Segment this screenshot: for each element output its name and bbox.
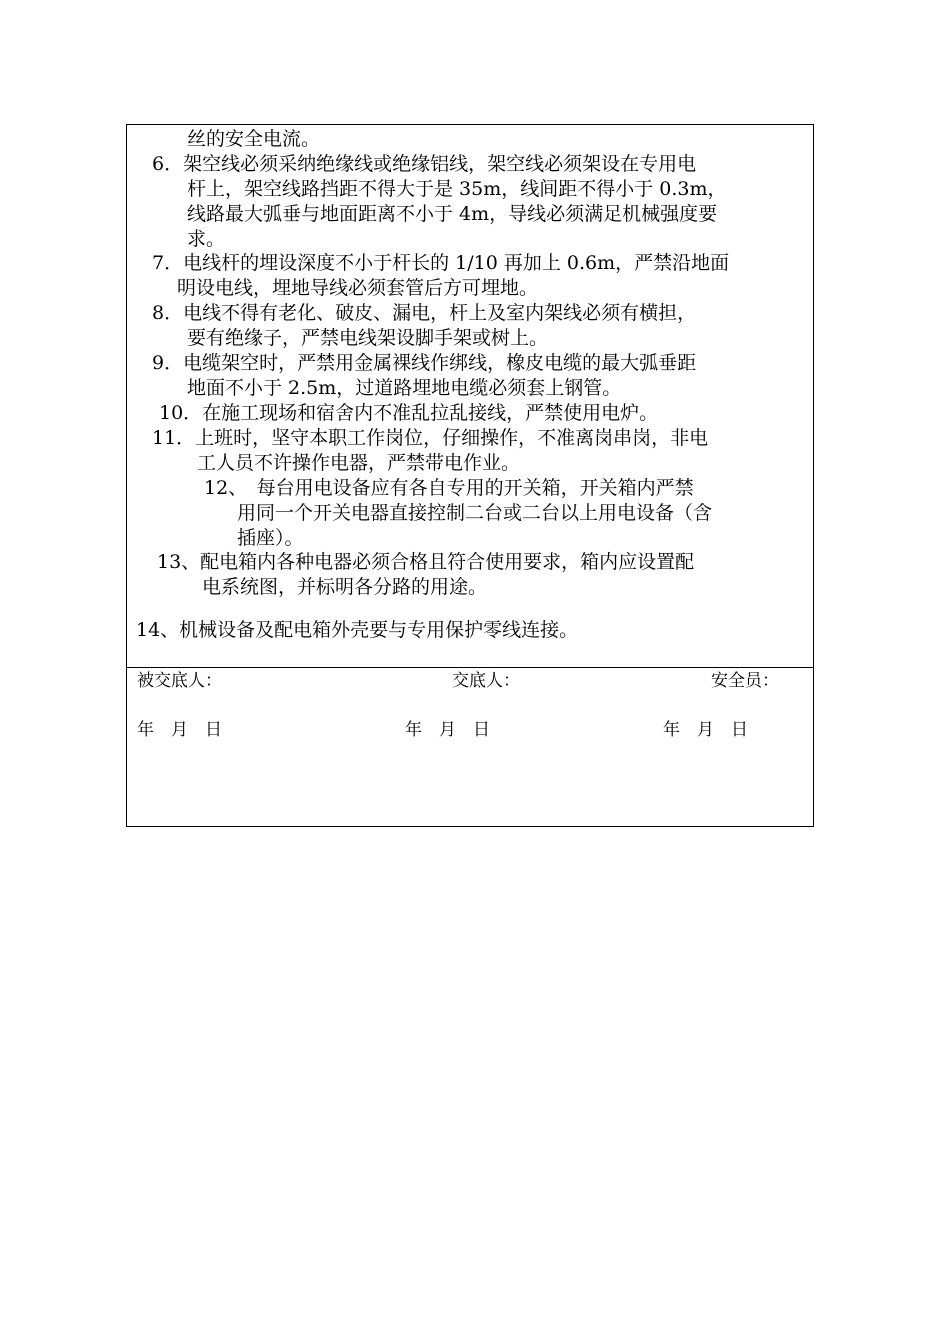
content-line: 杆上，架空线路挡距不得大于是 35m，线间距不得小于 0.3m， bbox=[187, 178, 727, 200]
section-divider bbox=[127, 667, 813, 668]
safety-officer-date: 年 月 日 bbox=[663, 720, 748, 740]
safety-officer-label: 安全员： bbox=[711, 671, 779, 691]
recipient-label: 被交底人： bbox=[137, 671, 222, 691]
document-table bbox=[126, 124, 814, 827]
content-line: 12、 每台用电设备应有各自专用的开关箱，开关箱内严禁 bbox=[204, 477, 694, 499]
content-line: 用同一个开关电器直接控制二台或二台以上用电设备（含 bbox=[237, 502, 713, 524]
content-line: 7．电线杆的埋设深度不小于杆长的 1/10 再加上 0.6m，严禁沿地面 bbox=[152, 252, 730, 274]
content-line: 插座）。 bbox=[237, 527, 304, 549]
content-line: 要有绝缘子，严禁电线架设脚手架或树上。 bbox=[187, 327, 549, 349]
presenter-label: 交底人： bbox=[452, 671, 520, 691]
presenter-date: 年 月 日 bbox=[405, 720, 490, 740]
content-line: 地面不小于 2.5m，过道路埋地电缆必须套上钢管。 bbox=[187, 377, 622, 399]
content-line: 6．架空线必须采纳绝缘线或绝缘铝线，架空线必须架设在专用电 bbox=[152, 153, 697, 175]
content-line: 14、机械设备及配电箱外壳要与专用保护零线连接。 bbox=[136, 619, 579, 641]
content-line: 11．上班时，坚守本职工作岗位，仔细操作，不准离岗串岗，非电 bbox=[152, 427, 709, 449]
content-line: 电系统图，并标明各分路的用途。 bbox=[202, 576, 488, 598]
content-line: 8．电线不得有老化、破皮、漏电，杆上及室内架线必须有横担， bbox=[152, 302, 697, 324]
content-line: 丝的安全电流。 bbox=[187, 128, 321, 150]
recipient-date: 年 月 日 bbox=[137, 720, 222, 740]
content-line: 工人员不许操作电器，严禁带电作业。 bbox=[197, 452, 521, 474]
content-line: 求。 bbox=[187, 228, 226, 250]
content-line: 10．在施工现场和宿舍内不准乱拉乱接线，严禁使用电炉。 bbox=[159, 402, 659, 424]
content-line: 13、配电箱内各种电器必须合格且符合使用要求，箱内应设置配 bbox=[157, 551, 695, 573]
content-line: 明设电线，埋地导线必须套管后方可埋地。 bbox=[177, 277, 539, 299]
content-line: 线路最大弧垂与地面距离不小于 4m，导线必须满足机械强度要 bbox=[187, 203, 718, 225]
content-line: 9．电缆架空时，严禁用金属裸线作绑线，橡皮电缆的最大弧垂距 bbox=[152, 352, 697, 374]
